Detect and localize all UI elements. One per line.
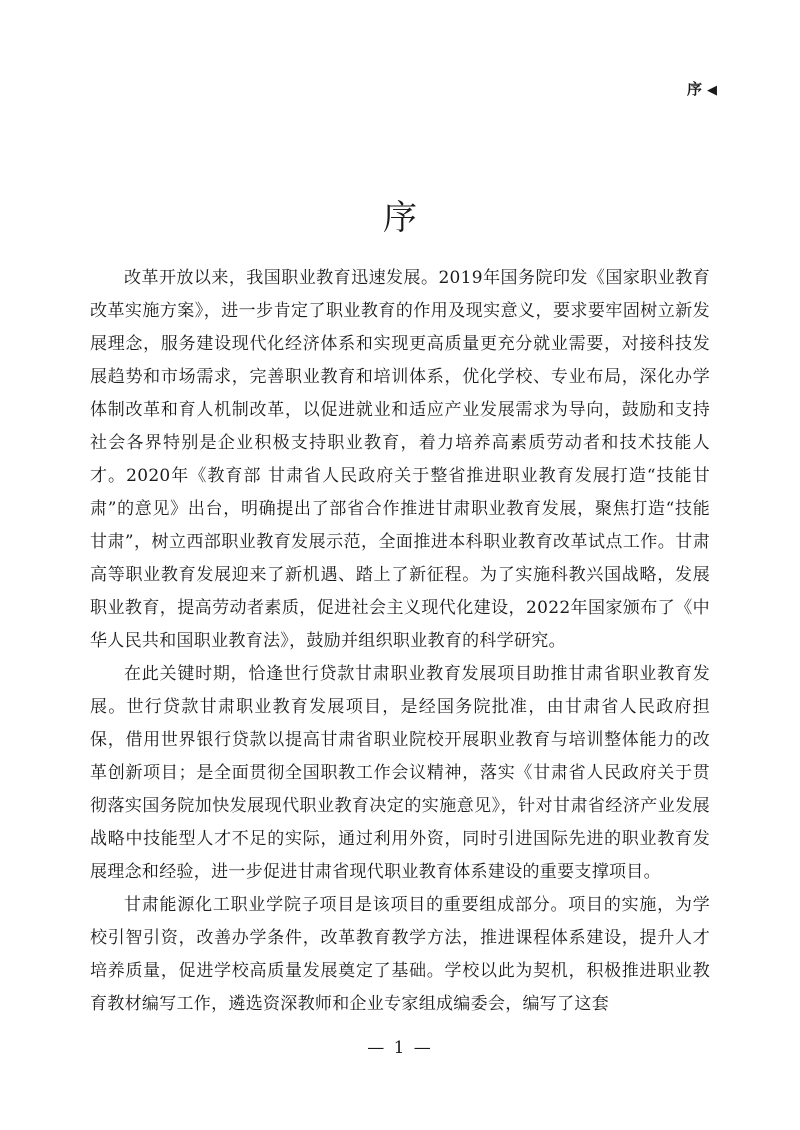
paragraph-3: 甘肃能源化工职业学院子项目是该项目的重要组成部分。项目的实施，为学校引智引资，改善办学条件，改革教育教学方法，推进课程体系建设，提升人才培养质量，促进学校高质量发展奠定了基础。学校以此为契机，积极推进职业教育教材编写工作，遴选资深教师和企业专家组成编委会，编写了这套 [90, 895, 710, 1014]
page-number: — 1 — [367, 1038, 433, 1058]
triangle-left-icon: ◀ [707, 83, 718, 98]
page-title: 序 [383, 198, 417, 238]
body-text [90, 262, 710, 1021]
paragraph-2: 在此关键时期，恰逢世行贷款甘肃职业教育发展项目助推甘肃省职业教育发展。世行贷款甘肃职业教育发展项目，是经国务院批准，由甘肃省人民政府担保，借用世界银行贷款以提高甘肃省职业院校开展职业教育与培训整体能力的改革创新项目；是全面贯彻全国职教工作会议精神，落实《甘肃省人民政府关于贯彻落实国务院加快发展现代职业教育决定的实施意见》，针对甘肃省经济产业发展战略中技能型人才不足的实际，通过利用外资，同时引进国际先进的职业教育发展理念和经验，进一步促进甘肃省现代职业教育体系建设的重要支撑项目。 [90, 664, 710, 882]
running-header [687, 78, 718, 99]
paragraph-1: 改革开放以来，我国职业教育迅速发展。2019年国务院印发《国家职业教育改革实施方案》，进一步肯定了职业教育的作用及现实意义，要求要牢固树立新发展理念，服务建设现代化经济体系和实现更高质量更充分就业需要，对接科技发展趋势和市场需求，完善职业教育和培训体系，优化学校、专业布局，深化办学体制改革和育人机制改革，以促进就业和适应产业发展需求为导向，鼓励和支持社会各界特别是企业积极支持职业教育，着力培养高素质劳动者和技术技能人才。2020年《教育部 甘肃省人民政府关于整省推进职业教育发展打造“技能甘肃”的意见》出台，明确提出了部省合作推进甘肃职业教育发展，聚焦打造“技能甘肃”，树立西部职业教育发展示范，全面推进本科职业教育改革试点工作。甘肃高等职业教育发展迎来了新机遇、踏上了新征程。为了实施科教兴国战略，发展职业教育，提高劳动者素质，促进社会主义现代化建设，2022年国家颁布了《中华人民共和国职业教育法》，鼓励并组织职业教育的科学研究。 [90, 268, 710, 651]
running-header-title: 序 [686, 80, 703, 98]
